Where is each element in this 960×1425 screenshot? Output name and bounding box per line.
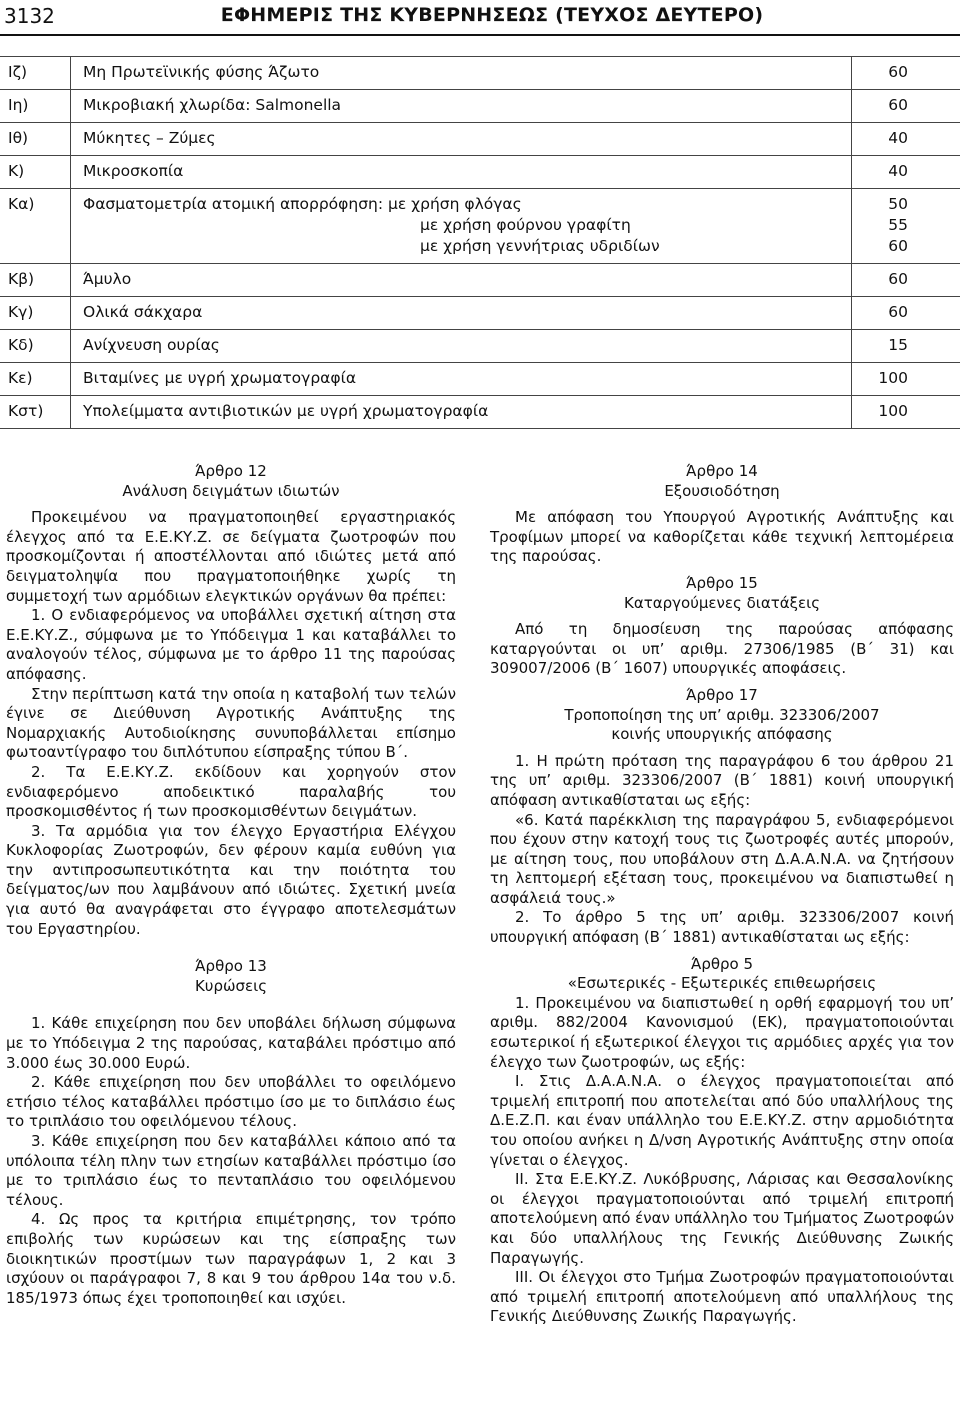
article-12-para-3: Στην περίπτωση κατά την οποία η καταβολή των τελών έγινε σε Διεύθυνση Αγροτικής Ανάπτυξης της Νομαρχιακής Αυτοδιοίκησης συνυποβάλλεται επίσημο φωτοαντίγραφο του διπλότυπου είσπραξης τύπου Β΄.: [6, 684, 456, 762]
fee-value-line: 60: [888, 237, 908, 255]
fee-code: Κβ): [0, 264, 71, 297]
fees-table: [0, 56, 960, 429]
article-12-para-1: Προκειμένου να πραγματοποιηθεί εργαστηριακός έλεγχος από τα Ε.Ε.ΚΥ.Ζ. σε δείγματα ζωοτροφών που προσκομίζονται ή αποστέλλονται από ιδιώτες μετά από δειγματοληψία που πραγματοποιήθηκε χωρίς τη συμμετοχή των αρμόδιων ελεγκτικών οργάνων θα πρέπει:: [6, 508, 456, 605]
fee-code: Κ): [0, 156, 71, 189]
article-17-para-1: 1. Η πρώτη πρόταση της παραγράφου 6 του άρθρου 21 της υπ’ αριθμ. 323306/2007 (Β΄ 1881) κοινή υπουργική απόφαση αντικαθίσταται ως εξής:: [490, 751, 954, 809]
fee-description: Μικροσκοπία: [71, 156, 852, 189]
fee-value: 60: [852, 57, 960, 90]
fee-description: Βιταμίνες με υγρή χρωματογραφία: [71, 363, 852, 396]
article-14-para-1: Με απόφαση του Υπουργού Αγροτικής Ανάπτυξης και Τροφίμων μπορεί να καθορίζεται κάθε τεχνική λεπτομέρεια της παρούσας.: [490, 508, 954, 566]
fees-table-row: [0, 57, 960, 90]
fees-table-row: [0, 396, 960, 429]
article-15-title: Άρθρο 15: [686, 573, 758, 592]
article-5-para-2: Ι. Στις Δ.Α.Α.Ν.Α. ο έλεγχος πραγματοποιείται από τριμελή επιτροπή που αποτελείται από δύο υπαλλήλους της Δ.Ε.Ζ.Π. και έναν υπάλληλο του Ε.Ε.ΚΥ.Ζ. στην αρμοδιότητα του οποίου ανήκει η Δ/νση Αγροτικής Ανάπτυξης στην οποία γίνεται ο έλεγχος.: [490, 1072, 954, 1169]
fee-value-line: 55: [888, 216, 908, 234]
fee-description: Ολικά σάκχαρα: [71, 297, 852, 330]
fee-value: 100: [852, 396, 960, 429]
fees-table-row: [0, 264, 960, 297]
article-13-subtitle: Κυρώσεις: [194, 976, 268, 995]
article-13-title: Άρθρο 13: [195, 957, 267, 976]
page-header: [0, 0, 960, 34]
fee-description: [71, 189, 852, 264]
fee-description: Μικροβιακή χλωρίδα: Salmonella: [71, 90, 852, 123]
fee-value: [852, 189, 960, 264]
right-column: [490, 462, 954, 1327]
article-5-para-1: 1. Προκειμένου να διαπιστωθεί η ορθή εφαρμογή του υπ’ αριθμ. 882/2004 Κανονισμού (ΕΚ), πραγματοποιούνται εσωτερικοί ή εξωτερικοί έλεγχοι τις αρμόδιες αρχές για τον έλεγχο των ζωοτροφών, ως εξής:: [490, 993, 954, 1071]
article-12-subtitle: Ανάλυση δειγμάτων ιδιωτών: [122, 481, 340, 500]
article-12-para-4: 2. Τα Ε.Ε.ΚΥ.Ζ. εκδίδουν και χορηγούν στον ενδιαφερόμενο αποδεικτικό παραλαβής του προσκομισθέντος ή των προσκομισθέντων δειγμάτων.: [6, 762, 456, 821]
page-number: 3132: [4, 4, 55, 28]
article-15-subtitle: Καταργούμενες διατάξεις: [623, 593, 821, 612]
article-5-para-3: ΙΙ. Στα Ε.Ε.ΚΥ.Ζ. Λυκόβρυσης, Λάρισας και Θεσσαλονίκης οι έλεγχοι πραγματοποιούνται από τριμελή επιτροπή αποτελούμενη από έναν υπάλληλο του Τμήματος Ζωοτροφών και δύο υπαλλήλους της Γενικής Διεύθυνσης Ζωικής Παραγωγής.: [490, 1170, 954, 1267]
fee-value-line: 50: [888, 195, 908, 213]
fee-code: Ιθ): [0, 123, 71, 156]
article-14-subtitle: Εξουσιοδότηση: [664, 481, 780, 500]
article-13-para-3: 3. Κάθε επιχείρηση που δεν καταβάλλει κάποιο από τα υπόλοιπα τέλη πλην των ετησίων καταβάλλει πρόστιμο ίσο με το τριπλάσιο έως το πενταπλάσιο του οφειλόμενου τέλους.: [6, 1132, 456, 1209]
fee-value: 40: [852, 123, 960, 156]
fee-description: Υπολείμματα αντιβιοτικών με υγρή χρωματογραφία: [71, 396, 852, 429]
fee-description: Μη Πρωτεϊνικής φύσης Άζωτο: [71, 57, 852, 90]
fees-table-row: [0, 123, 960, 156]
fee-code: Κδ): [0, 330, 71, 363]
fee-description: Άμυλο: [71, 264, 852, 297]
fees-table-row: [0, 189, 960, 264]
fees-table-row: [0, 363, 960, 396]
fee-description-subline: με χρήση γεννήτριας υδριδίων: [420, 237, 660, 255]
fee-description-line: Φασματομετρία ατομική απορρόφηση: με χρήση φλόγας: [83, 195, 522, 213]
article-12-title: Άρθρο 12: [195, 462, 267, 480]
fee-code: Κγ): [0, 297, 71, 330]
fee-code: Κε): [0, 363, 71, 396]
fee-value: 100: [852, 363, 960, 396]
article-17-subtitle-1: Τροποποίηση της υπ’ αριθμ. 323306/2007: [564, 705, 880, 724]
fees-table-row: [0, 330, 960, 363]
fee-code: Κα): [0, 189, 71, 264]
article-12-para-5: 3. Τα αρμόδια για τον έλεγχο Εργαστήρια Ελέγχου Κυκλοφορίας Ζωοτροφών, δεν φέρουν καμία ευθύνη για την αντιπροσωπευτικότητα και την ποιότητα του δείγματος/ων που λαμβάνουν από ιδιώτες. Σχετική μνεία για αυτό θα αναγράφεται στο έγγραφο αποτελεσμάτων του Εργαστηρίου.: [6, 821, 456, 938]
article-17-title: Άρθρο 17: [686, 685, 758, 704]
fees-table-row: [0, 297, 960, 330]
fee-description-subline: με χρήση φούρνου γραφίτη: [420, 216, 631, 234]
article-12-para-2: 1. Ο ενδιαφερόμενος να υποβάλλει σχετική αίτηση στα Ε.Ε.ΚΥ.Ζ., σύμφωνα με το Υπόδειγμα 1 και καταβάλλει το αναλογούν τέλος, σύμφωνα με το άρθρο 11 της παρούσας απόφασης.: [6, 606, 456, 683]
article-15-para-1: Από τη δημοσίευση της παρούσας απόφασης καταργούνται οι υπ’ αριθμ. 27306/1985 (Β΄ 31) και 309007/2006 (Β΄ 1607) υπουργικές αποφάσεις.: [490, 620, 954, 678]
fee-value: 15: [852, 330, 960, 363]
fee-code: Κστ): [0, 396, 71, 429]
article-13-para-1: 1. Κάθε επιχείρηση που δεν υποβάλει δήλωση σύμφωνα με το Υπόδειγμα 2 της παρούσας, καταβάλει πρόστιμο από 3.000 έως 30.000 Ευρώ.: [6, 1014, 456, 1072]
fee-value: 60: [852, 90, 960, 123]
article-17-para-2: «6. Κατά παρέκκλιση της παραγράφου 5, ενδιαφερόμενοι που έχουν στην κατοχή τους τις ζωοτροφές αυτές μπορούν, με αίτηση τους, που υποβάλουν στη Δ.Α.Α.Ν.Α. να ζητήσουν τη λεπτομερή εξέταση τους, προκειμένου να διαπιστωθεί η ασφάλειά τους.»: [490, 810, 954, 907]
fee-value: 60: [852, 297, 960, 330]
fees-table-row: [0, 156, 960, 189]
fee-code: Ιη): [0, 90, 71, 123]
article-17-para-3: 2. Το άρθρο 5 της υπ’ αριθμ. 323306/2007 κοινή υπουργική απόφαση (Β΄ 1881) αντικαθίσταται ως εξής:: [490, 908, 954, 947]
article-5-title: Άρθρο 5: [690, 954, 754, 973]
fee-value: 40: [852, 156, 960, 189]
header-rule: [0, 34, 960, 36]
article-17-subtitle-2: κοινής υπουργικής απόφασης: [611, 725, 833, 744]
article-13-para-4: 4. Ως προς τα κριτήρια επιμέτρησης, τον τρόπο επιβολής των κυρώσεων και της είσπραξης των διοικητικών προστίμων των παραγράφων 1, 2 και 3 ισχύουν οι παράγραφοι 7, 8 και 9 του άρθρου 14α του ν.δ. 185/1973 όπως έχει τροποποιηθεί και ισχύει.: [6, 1210, 456, 1307]
left-column: [6, 462, 456, 1308]
fee-description: Ανίχνευση ουρίας: [71, 330, 852, 363]
fee-value: 60: [852, 264, 960, 297]
article-13-para-2: 2. Κάθε επιχείρηση που δεν υποβάλλει το οφειλόμενο ετήσιο τέλος καταβάλλει πρόστιμο ίσο με το διπλάσιο έως το τριπλάσιο του οφειλόμενου τέλους.: [6, 1073, 456, 1131]
article-5-subtitle: «Εσωτερικές - Εξωτερικές επιθεωρήσεις: [567, 974, 877, 993]
journal-title: ΕΦΗΜΕΡΙΣ ΤΗΣ ΚΥΒΕΡΝΗΣΕΩΣ (ΤΕΥΧΟΣ ΔΕΥΤΕΡΟ): [220, 4, 764, 26]
article-14-title: Άρθρο 14: [686, 462, 758, 480]
fee-code: Ιζ): [0, 57, 71, 90]
fee-description: Μύκητες – Ζύμες: [71, 123, 852, 156]
article-5-para-4: ΙΙΙ. Οι έλεγχοι στο Τμήμα Ζωοτροφών πραγματοποιούνται από τριμελή επιτροπή αποτελούμενη από υπαλλήλους της Γενικής Διεύθυνσης Ζωικής Παραγωγής.: [490, 1268, 954, 1326]
fees-table-row: [0, 90, 960, 123]
